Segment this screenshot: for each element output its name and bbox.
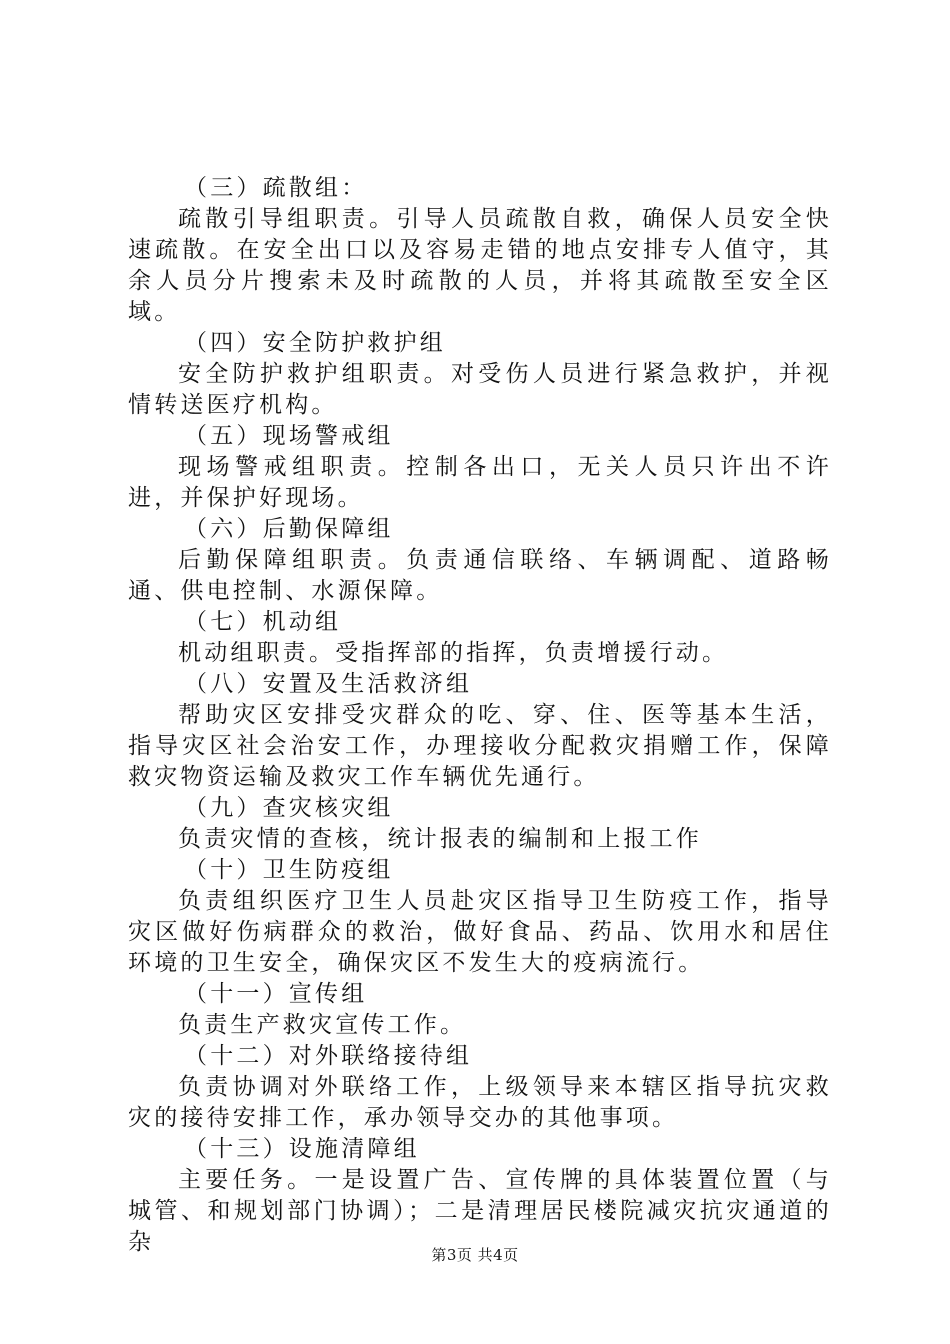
paragraph-epidemic-prevention-duties: 负责组织医疗卫生人员赴灾区指导卫生防疫工作，指导灾区做好伤病群众的救治，做好食品、药品、饮用水和居住环境的卫生安全，确保灾区不发生大的疫病流行。 <box>128 888 832 976</box>
paragraph-safety-rescue-duties: 安全防护救护组职责。对受伤人员进行紧急救护，并视情转送医疗机构。 <box>128 361 832 418</box>
section-heading-disaster-assessment: （九）查灾核灾组 <box>184 795 394 821</box>
section-heading-safety-rescue: （四）安全防护救护组 <box>184 330 446 356</box>
section-heading-logistics: （六）后勤保障组 <box>184 516 394 542</box>
paragraph-site-cordon-duties: 现场警戒组职责。控制各出口，无关人员只许出不许进，并保护好现场。 <box>128 454 832 511</box>
paragraph-mobile-duties: 机动组职责。受指挥部的指挥，负责增援行动。 <box>178 640 729 666</box>
paragraph-disaster-assessment-duties: 负责灾情的查核，统计报表的编制和上报工作 <box>178 826 702 852</box>
section-heading-mobile: （七）机动组 <box>184 609 342 635</box>
paragraph-clearance-duties: 主要任务。一是设置广告、宣传牌的具体装置位置（与城管、和规划部门协调）；二是清理居民楼院减灾抗灾通道的杂 <box>128 1167 832 1255</box>
paragraph-publicity-duties: 负责生产救灾宣传工作。 <box>178 1012 467 1038</box>
paragraph-logistics-duties: 后勤保障组职责。负责通信联络、车辆调配、道路畅通、供电控制、水源保障。 <box>128 547 832 604</box>
section-heading-resettlement: （八）安置及生活救济组 <box>184 671 473 697</box>
section-heading-liaison: （十二）对外联络接待组 <box>184 1043 473 1069</box>
section-heading-publicity: （十一）宣传组 <box>184 981 368 1007</box>
section-heading-epidemic-prevention: （十）卫生防疫组 <box>184 857 394 883</box>
paragraph-resettlement-duties: 帮助灾区安排受灾群众的吃、穿、住、医等基本生活，指导灾区社会治安工作，办理接收分配救灾捐赠工作，保障救灾物资运输及救灾工作车辆优先通行。 <box>128 702 832 790</box>
section-heading-site-cordon: （五）现场警戒组 <box>184 423 394 449</box>
section-heading-clearance: （十三）设施清障组 <box>184 1136 420 1162</box>
page-number-footer: 第3页 共4页 <box>431 1246 519 1264</box>
paragraph-evacuation-duties: 疏散引导组职责。引导人员疏散自救，确保人员安全快速疏散。在安全出口以及容易走错的地点安排专人值守，其余人员分片搜索未及时疏散的人员，并将其疏散至安全区域。 <box>128 206 832 325</box>
paragraph-liaison-duties: 负责协调对外联络工作，上级领导来本辖区指导抗灾救灾的接待安排工作，承办领导交办的其他事项。 <box>128 1074 832 1131</box>
document-body <box>128 173 832 1258</box>
section-heading-evacuation: （三）疏散组： <box>184 175 368 201</box>
